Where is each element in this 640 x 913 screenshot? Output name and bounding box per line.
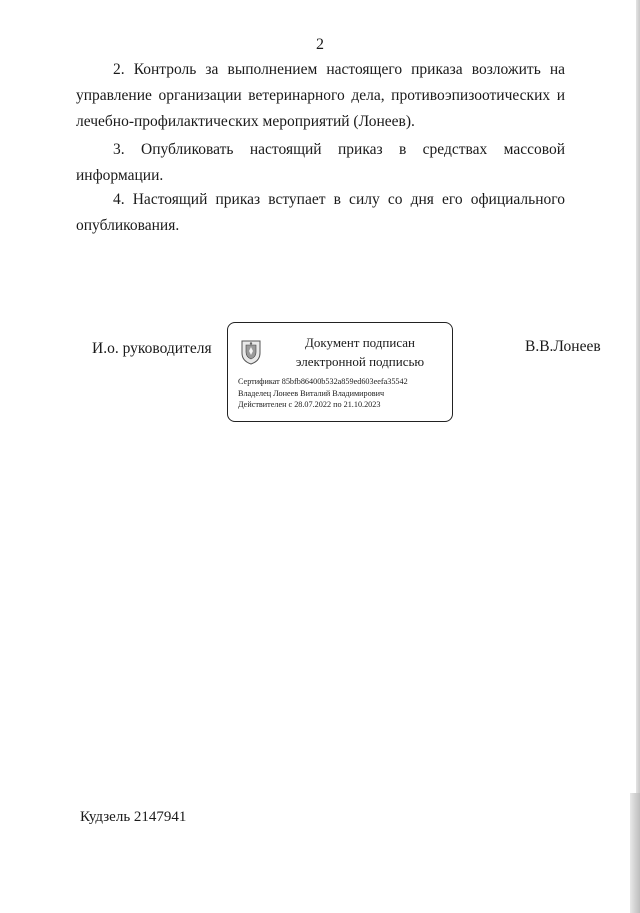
- signatory-name: В.В.Лонеев: [525, 338, 601, 355]
- stamp-title-line1: Документ подписан: [305, 335, 415, 350]
- stamp-title: [272, 333, 448, 371]
- scan-edge-shadow-bottom: [630, 793, 640, 913]
- executor-note: Кудзель 2147941: [80, 809, 187, 825]
- scan-edge-shadow: [636, 0, 640, 913]
- paragraph-control: 2. Контроль за выполнением настоящего приказа возложить на управление организации ветеринарного дела, противоэпизоотических и лечебно-профилактических мероприятий (Лонеев).: [76, 61, 565, 130]
- stamp-details: [238, 376, 450, 411]
- stamp-owner: Владелец Лонеев Виталий Владимирович: [238, 388, 385, 398]
- electronic-signature-stamp: [227, 322, 453, 422]
- paragraph-effective: 4. Настоящий приказ вступает в силу со дня его официального опубликования.: [76, 191, 565, 234]
- stamp-certificate: Сертификат 85bfb86400b532a859ed603eefa35542: [238, 377, 408, 386]
- stamp-title-line2: электронной подписью: [295, 354, 425, 369]
- stamp-validity: Действителен с 28.07.2022 по 21.10.2023: [238, 400, 381, 409]
- signatory-role: И.о. руководителя: [92, 340, 212, 357]
- coat-of-arms-icon: [240, 339, 262, 365]
- paragraph-publish: 3. Опубликовать настоящий приказ в средствах массовой информации.: [76, 141, 565, 184]
- page-number: 2: [316, 36, 324, 53]
